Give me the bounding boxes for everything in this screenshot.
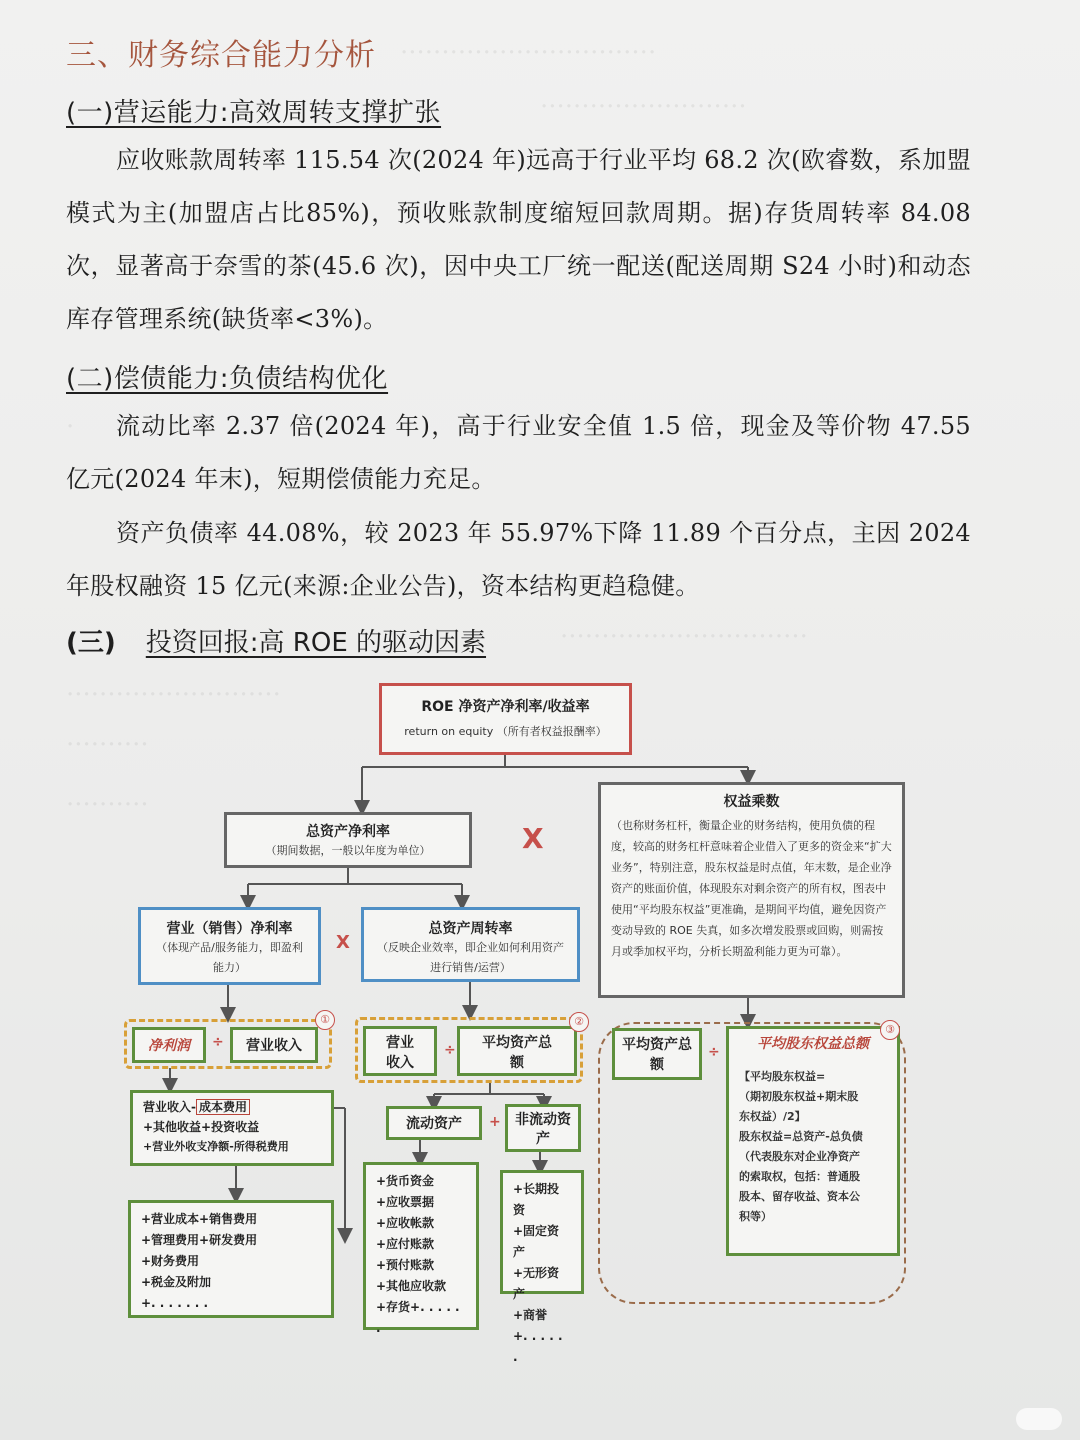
- cost-items-box: [128, 1200, 334, 1318]
- cost-item: +. . . . . . .: [141, 1296, 209, 1310]
- equity-multiplier-title: 权益乘数: [723, 794, 780, 810]
- roe-subtitle: return on equity （所有者权益报酬率）: [404, 725, 607, 738]
- subsection-title-text: 投资回报:高 ROE 的驱动因素: [145, 628, 487, 658]
- net-profit-label: 净利润: [148, 1038, 190, 1054]
- avg-total-assets-label-2: 平均资产总额: [622, 1037, 692, 1073]
- paragraph-solvency-1: 流动比率 2.37 倍(2024 年)，高于行业安全值 1.5 倍，现金及等价物 47.55 亿元(2024 年末)，短期偿债能力充足。: [66, 412, 971, 493]
- cost-item: +税金及附加: [141, 1275, 212, 1289]
- avg-equity-box: [726, 1026, 900, 1256]
- paragraph-operations: 应收账款周转率 115.54 次(2024 年)远高于行业平均 68.2 次(欧睿数，系加盟模式为主(加盟店占比85%)，预收账款制度缩短回款周期。据)存货周转率 84.08 次，显著高于奈雪的茶(45.6 次)，因中央工厂统一配送(配送周期 S24 小时)和动态库存管理系统(缺货率<3%)。: [66, 146, 971, 333]
- current-asset-item: +存货+. . . . . .: [376, 1300, 460, 1335]
- current-asset-item: +货币资金: [376, 1174, 435, 1188]
- cost-expense-highlight: 成本费用: [196, 1099, 250, 1115]
- asset-turnover-box: [361, 907, 580, 982]
- equity-formula-line: 【平均股东权益=: [739, 1070, 826, 1083]
- bleed-through-text: ··························: [66, 680, 281, 710]
- bleed-through-text: ·························: [540, 92, 747, 122]
- formula-prefix: 营业收入-: [143, 1100, 196, 1114]
- equity-formula-line: 积等）: [739, 1210, 772, 1223]
- avg-total-assets-box: [457, 1026, 577, 1076]
- noncurrent-assets-box: [505, 1104, 581, 1152]
- noncurrent-asset-item: +无形资产: [513, 1266, 560, 1301]
- revenue-label-2: 营业收入: [386, 1035, 414, 1071]
- equity-formula-line: 股本、留存收益、资本公: [739, 1190, 860, 1203]
- watermark-badge: [1016, 1408, 1062, 1430]
- equity-formula-line: 东权益）/2】: [739, 1110, 806, 1123]
- equity-multiplier-text: （也称财务杠杆，衡量企业的财务结构，使用负债的程度，较高的财务杠杆意味着企业借入了更多的资金来“扩大业务”，特别注意，股东权益是时点值，年末数，是企业净资产的账面价值，体现股东对剩余资产的所有权，图表中使用“平均股东权益”更准确，是期间平均值，避免因资产变动导致的 ROE 失真，如多次增发股票或回购，则需按月或季加权平均，分析长期盈利能力更为可靠）。: [611, 819, 892, 958]
- cost-item: +财务费用: [141, 1254, 200, 1268]
- formula-line-1: [143, 1097, 321, 1117]
- paragraph-solvency-2: 资产负债率 44.08%，较 2023 年 55.97%下降 11.89 个百分点，主因 2024 年股权融资 15 亿元(来源:企业公告)，资本结构更趋稳健。: [66, 519, 971, 600]
- equity-multiplier-box: [598, 782, 905, 998]
- noncurrent-asset-item: +固定资产: [513, 1224, 560, 1259]
- net-margin-subtitle: （体现产品/服务能力，即盈利能力）: [156, 941, 303, 974]
- roa-title: 总资产净利率: [306, 824, 390, 840]
- roe-box: [379, 683, 632, 755]
- plus-sign: +: [489, 1114, 501, 1130]
- noncurrent-asset-item: +. . . . . .: [513, 1329, 563, 1364]
- current-assets-box: [386, 1106, 482, 1140]
- bleed-through-text: ······························: [560, 622, 808, 652]
- net-margin-box: [138, 907, 321, 985]
- divide-sign: ÷: [212, 1034, 224, 1050]
- asset-turnover-subtitle: （反映企业效率，即企业如何利用资产进行销售/运营）: [377, 941, 564, 974]
- equity-formula-line: （代表股东对企业净资产: [739, 1150, 860, 1163]
- equity-formula-line: （期初股东权益+期末股: [739, 1090, 859, 1103]
- net-margin-title: 营业（销售）净利率: [166, 921, 293, 937]
- current-asset-item: +其他应收款: [376, 1279, 447, 1293]
- current-asset-item: +应收帐款: [376, 1216, 435, 1230]
- formula-line-3: +营业外收支净额-所得税费用: [143, 1140, 289, 1153]
- bleed-through-text: ·: [66, 412, 75, 442]
- avg-total-assets-box-2: [612, 1028, 702, 1080]
- multiply-sign: X: [522, 822, 544, 855]
- revenue-label-1: 营业收入: [246, 1038, 302, 1054]
- noncurrent-assets-label: 非流动资产: [515, 1112, 571, 1147]
- current-assets-items-box: [363, 1162, 479, 1335]
- subsection-title-operations: (一)营运能力:高效周转支撑扩张: [66, 98, 442, 128]
- equity-formula-line: 股东权益=总资产-总负债: [739, 1130, 863, 1143]
- avg-total-assets-label: 平均资产总额: [482, 1035, 552, 1071]
- formula-line-2: +其他收益+投资收益: [143, 1120, 260, 1134]
- roa-box: [224, 812, 472, 868]
- bleed-through-text: ·······························: [400, 38, 657, 68]
- cost-item: +管理费用+研发费用: [141, 1233, 258, 1247]
- avg-equity-title: 平均股东权益总额: [757, 1036, 869, 1052]
- divide-sign: ÷: [444, 1042, 456, 1058]
- revenue-box-1: [230, 1027, 318, 1063]
- roe-title: ROE 净资产净利率/收益率: [421, 699, 590, 715]
- equity-formula-line: 的索取权，包括：普通股: [739, 1170, 860, 1183]
- noncurrent-assets-items-box: [500, 1170, 584, 1364]
- marker-3: ③: [880, 1020, 900, 1040]
- current-asset-item: +预付账款: [376, 1258, 435, 1272]
- subsection-number: (三): [66, 628, 116, 658]
- current-asset-item: +应付账款: [376, 1237, 435, 1251]
- asset-turnover-title: 总资产周转率: [428, 921, 513, 937]
- net-profit-formula-box: [130, 1090, 334, 1166]
- current-asset-item: +应收票据: [376, 1195, 435, 1209]
- cost-item: +营业成本+销售费用: [141, 1212, 258, 1226]
- revenue-box-2: [363, 1026, 437, 1076]
- roa-subtitle: （期间数据，一般以年度为单位）: [265, 844, 431, 857]
- current-assets-label: 流动资产: [406, 1116, 462, 1132]
- bleed-through-text: ··········: [66, 730, 149, 760]
- marker-2: ②: [569, 1012, 589, 1032]
- section-title: 三、财务综合能力分析: [66, 38, 376, 73]
- divide-sign: ÷: [708, 1044, 720, 1060]
- bleed-through-text: ··········: [66, 790, 149, 820]
- noncurrent-asset-item: +长期投资: [513, 1182, 560, 1217]
- noncurrent-asset-item: +商誉: [513, 1308, 548, 1322]
- marker-1: ①: [315, 1010, 335, 1030]
- subsection-title-solvency: (二)偿债能力:负债结构优化: [66, 364, 389, 394]
- multiply-sign: X: [336, 932, 350, 953]
- net-profit-box: [132, 1027, 206, 1063]
